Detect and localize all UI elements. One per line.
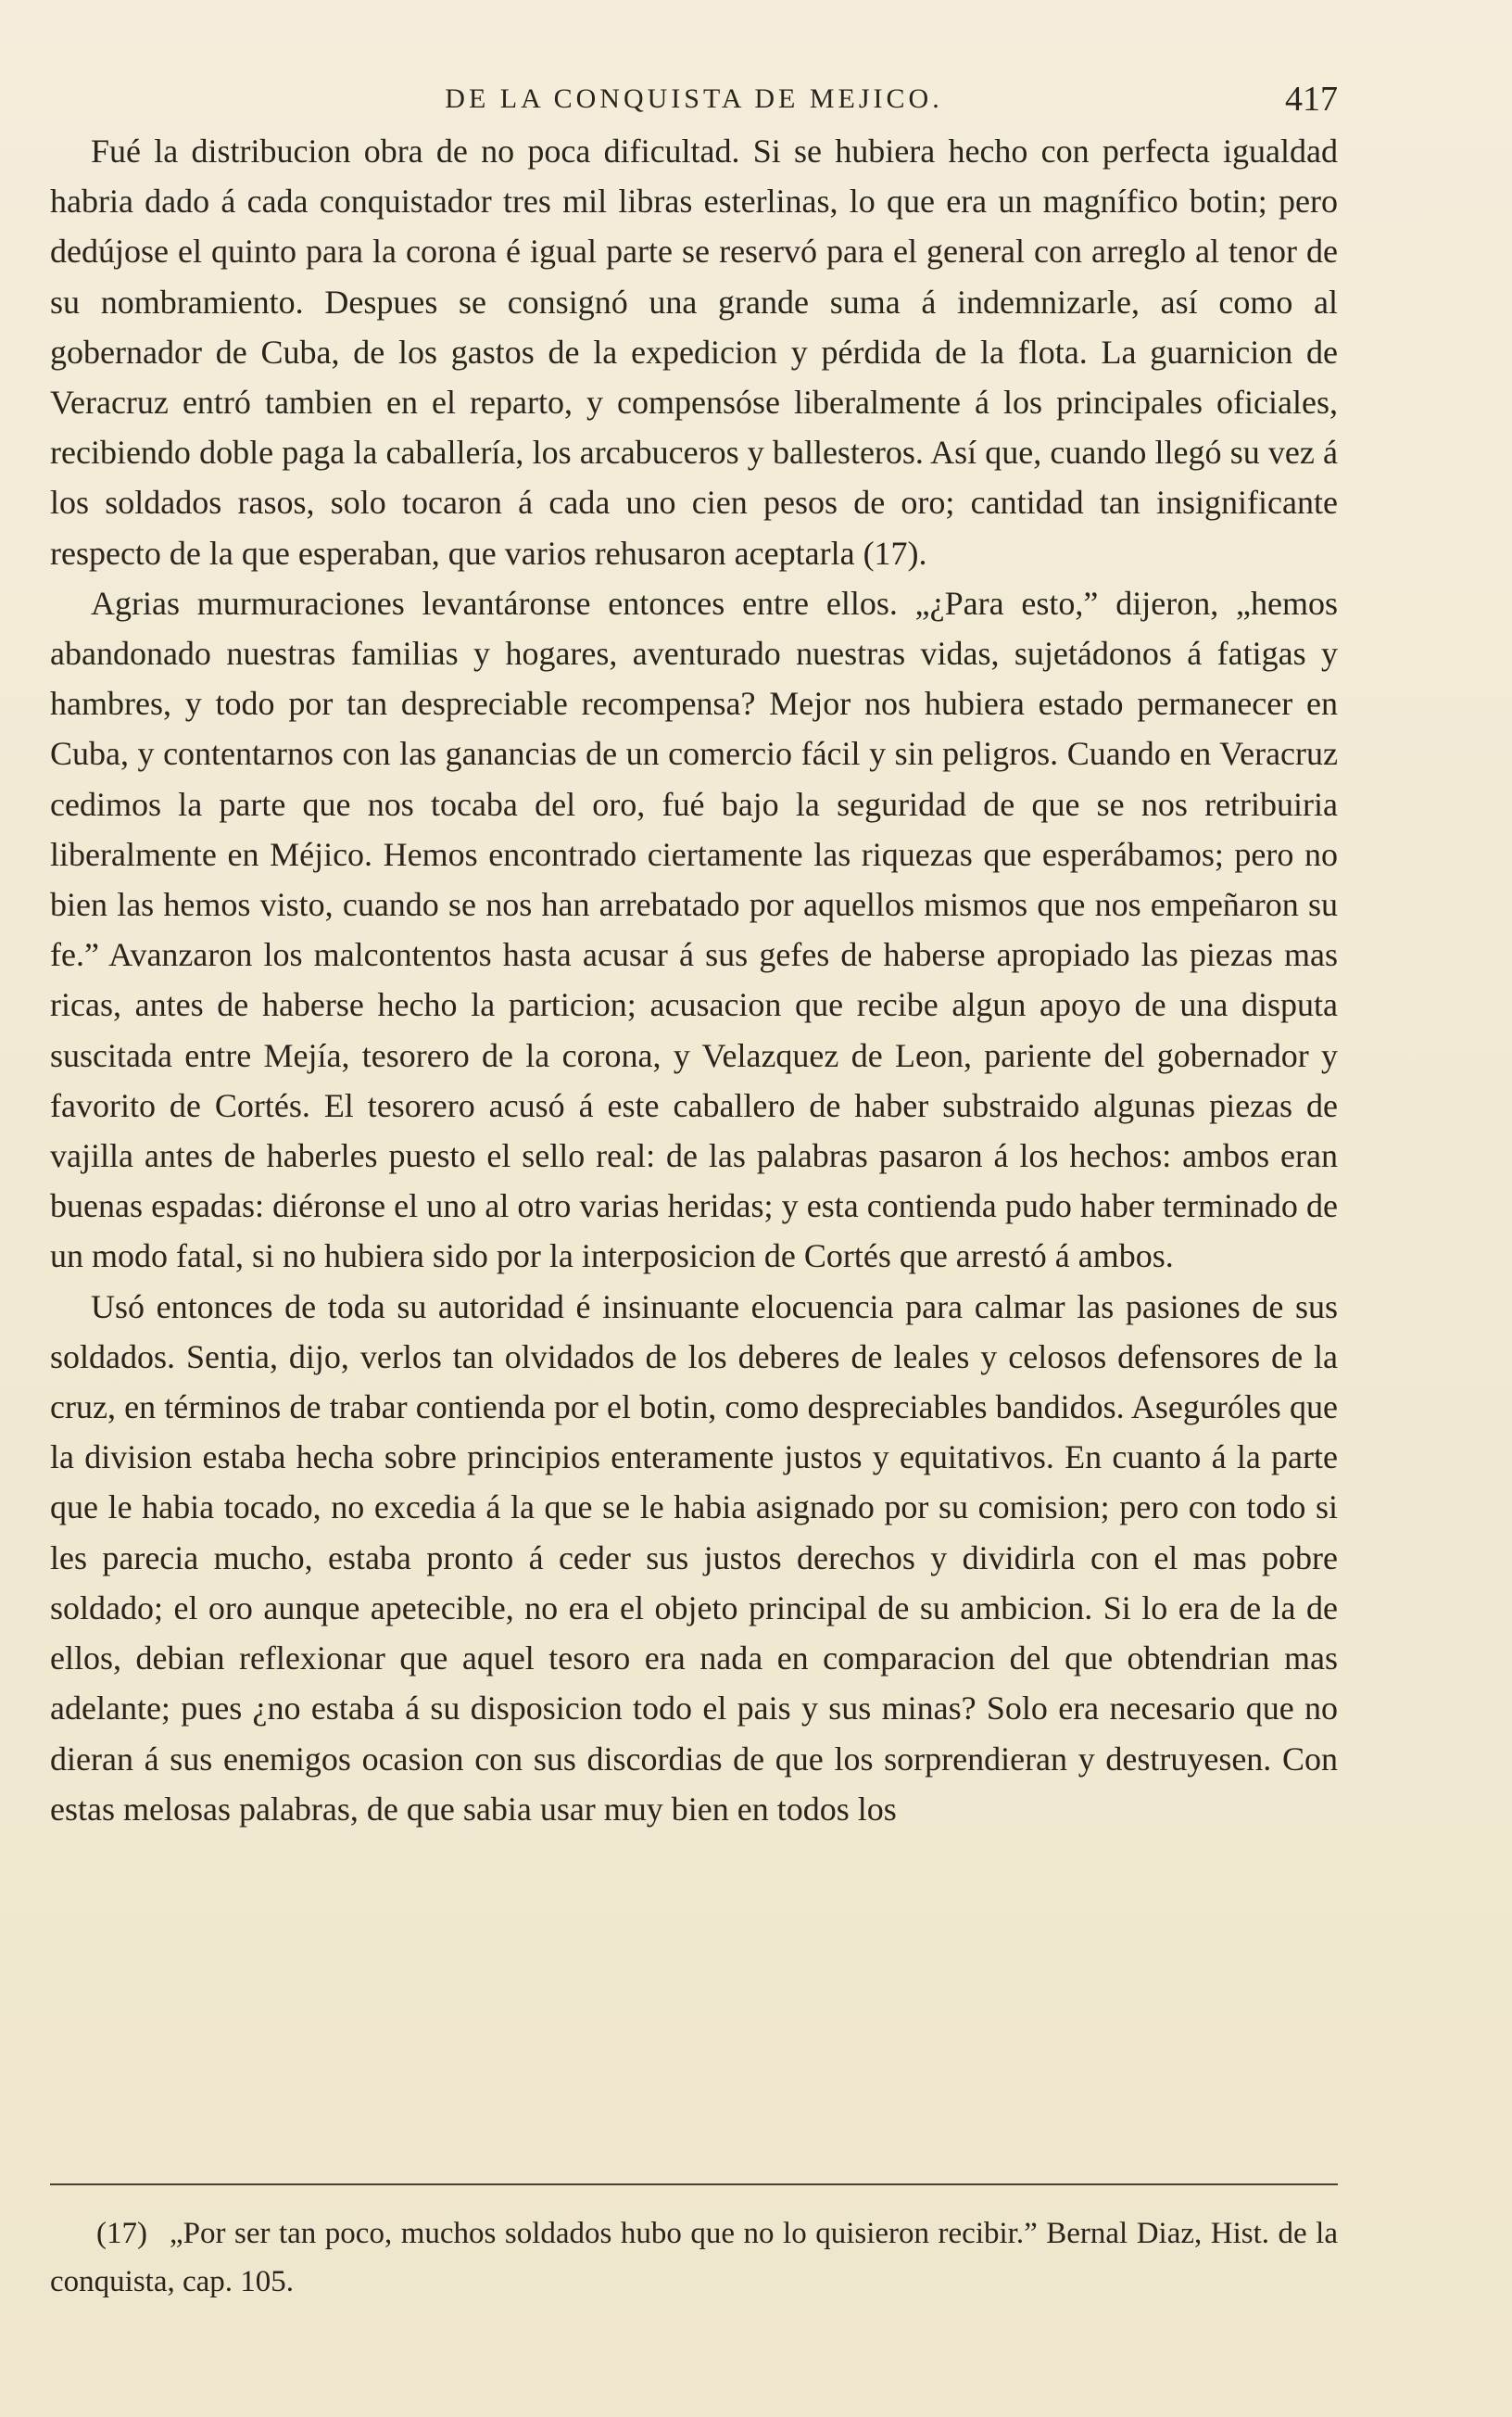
paragraph-murmurs: Agrias murmuraciones levantáronse entonces entre ellos. „¿Para esto,” dijeron, „hemos abandonado nuestras familias y hogares, aventurado nuestras vidas, sujetádonos á fatigas y hambres, y todo por tan despreciable recompensa? Mejor nos hubiera estado permanecer en Cuba, y contentarnos con las ganancias de un comercio fácil y sin peligros. Cuando en Veracruz cedimos la parte que nos tocaba del oro, fué bajo la seguridad de que se nos retribuiria liberalmente en Méjico. Hemos encontrado ciertamente las riquezas que esperábamos; pero no bien las hemos visto, cuando se nos han arrebatado por aquellos mismos que nos empeñaron su fe.” Avanzaron los malcontentos hasta acusar á sus gefes de haberse apropiado las piezas mas ricas, antes de haberse hecho la particion; acusacion que recibe algun apoyo de una disputa suscitada entre Mejía, tesorero de la corona, y Velazquez de Leon, pariente del gobernador y favorito de Cortés. El tesorero acusó á este caballero de haber substraido algunas piezas de vajilla antes de haberles puesto el sello real: de las palabras pasaron á los hechos: ambos eran buenas espadas: diéronse el uno al otro varias heridas; y esta contienda pudo haber terminado de un modo fatal, si no hubiera sido por la interposicion de Cortés que arrestó á ambos. bbox=[50, 584, 1338, 1275]
footnote bbox=[50, 2209, 1338, 2306]
paragraph-distribution: Fué la distribucion obra de no poca dificultad. Si se hubiera hecho con perfecta igualdad habria dado á cada conquistador tres mil libras esterlinas, lo que era un magnífico botin; pero dedújose el quinto para la corona é igual parte se reservó para el general con arreglo al tenor de su nombramiento. Despues se consignó una grande suma á indemnizarle, así como al gobernador de Cuba, de los gastos de la expedicion y pérdida de la flota. La guarnicion de Veracruz entró tambien en el reparto, y compensóse liberalmente á los principales oficiales, recibiendo doble paga la caballería, los arcabuceros y ballesteros. Así que, cuando llegó su vez á los soldados rasos, solo tocaron á cada uno cien pesos de oro; cantidad tan insignificante respecto de la que esperaban, que varios rehusaron aceptarla (17). bbox=[50, 133, 1338, 572]
page-header bbox=[50, 76, 1338, 122]
running-head: DE LA CONQUISTA DE MEJICO. bbox=[445, 83, 943, 114]
footnote-marker: (17) bbox=[96, 2217, 147, 2250]
footnote-divider bbox=[50, 2183, 1338, 2185]
body-text bbox=[50, 126, 1338, 1834]
paragraph-cortes-speech: Usó entonces de toda su autoridad é insinuante elocuencia para calmar las pasiones de sus soldados. Sentia, dijo, verlos tan olvidados de los deberes de leales y celosos defensores de la cruz, en términos de trabar contienda por el botin, como despreciables bandidos. Aseguróles que la division estaba hecha sobre principios enteramente justos y equitativos. En cuanto á la parte que le habia tocado, no excedia á la que se le habia asignado por su comision; pero con todo si les parecia mucho, estaba pronto á ceder sus justos derechos y dividirla con el mas pobre soldado; el oro aunque apetecible, no era el objeto principal de su ambicion. Si lo era de la de ellos, debian reflexionar que aquel tesoro era nada en comparacion del que obtendrian mas adelante; pues ¿no estaba á su disposicion todo el pais y sus minas? Solo era necesario que no dieran á sus enemigos ocasion con sus discordias de que los sorprendieran y destruyesen. Con estas melosas palabras, de que sabia usar muy bien en todos los bbox=[50, 1287, 1338, 1828]
page-number: 417 bbox=[1285, 80, 1338, 119]
footnote-text: „Por ser tan poco, muchos soldados hubo que no lo quisieron recibir.” Bernal Diaz, Hist. de la conquista, cap. 105. bbox=[50, 2217, 1338, 2298]
footnote-paragraph bbox=[50, 2209, 1338, 2306]
